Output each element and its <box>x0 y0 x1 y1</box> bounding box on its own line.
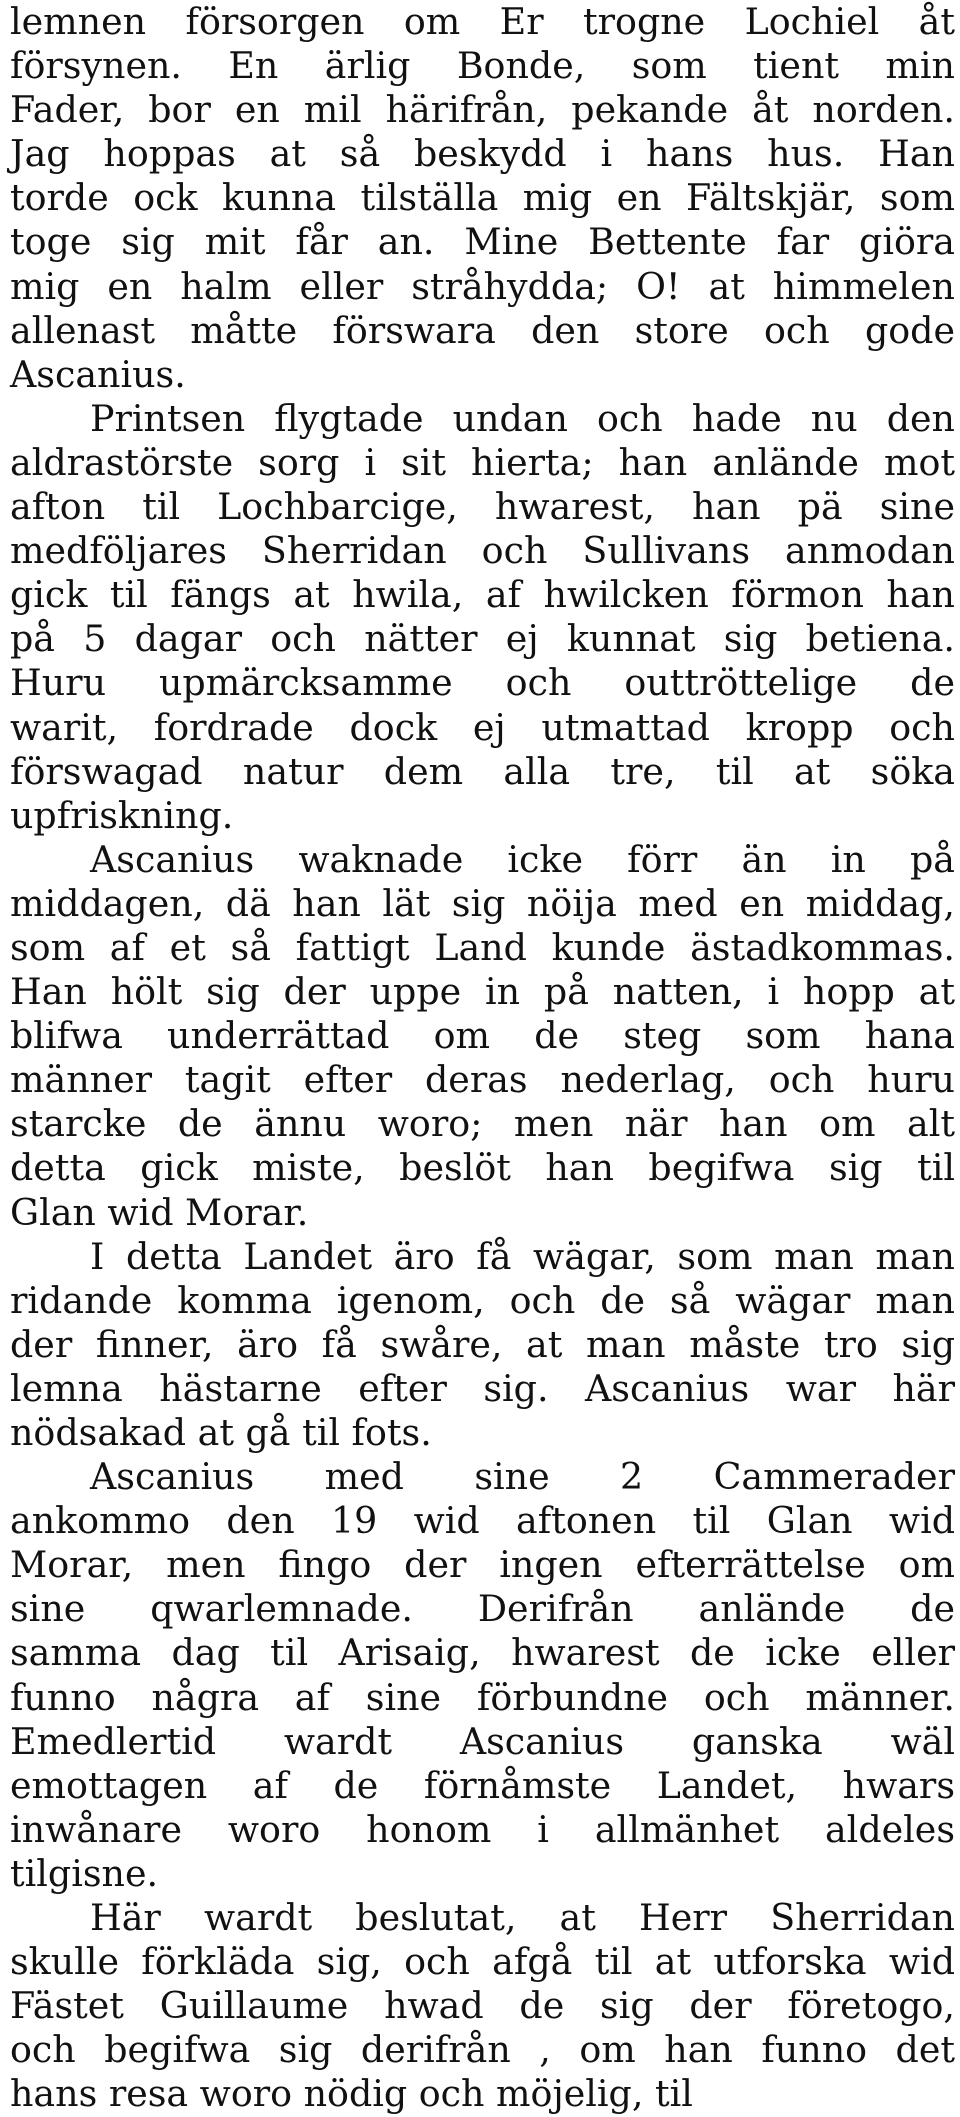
text-line: försynen. En ärlig Bonde, som tient min <box>10 44 955 88</box>
text-line: lemna hästarne efter sig. Ascanius war här <box>10 1366 955 1410</box>
text-line: männer tagit efter deras nederlag, och huru <box>10 1058 955 1102</box>
text-line: middagen, dä han lät sig nöija med en middag, <box>10 881 955 925</box>
paragraph <box>10 1235 955 1455</box>
text-line: Fästet Guillaume hwad de sig der företogo, <box>10 1984 955 2028</box>
text-line: funno några af sine förbundne och männer. <box>10 1675 955 1719</box>
text-line: Glan wid Morar. <box>10 1190 309 1234</box>
text-line: starcke de ännu woro; men när han om alt <box>10 1102 955 1146</box>
text-line: torde ock kunna tilställa mig en Fältskjär, som <box>10 176 955 220</box>
paragraph <box>10 397 955 838</box>
text-line: ankommo den 19 wid aftonen til Glan wid <box>10 1499 955 1543</box>
text-line: Här wardt beslutat, at Herr Sherridan <box>90 1896 955 1940</box>
text-line: emottagen af de förnåmste Landet, hwars <box>10 1763 955 1807</box>
text-line: toge sig mit får an. Mine Bettente far giöra <box>10 220 955 264</box>
text-line: aldrastörste sorg i sit hierta; han anlände mot <box>10 440 955 484</box>
text-line: Ascanius waknade icke förr än in på <box>90 837 955 881</box>
text-line: Morar, men fingo der ingen efterrättelse om <box>10 1543 955 1587</box>
text-line: gick til fängs at hwila, af hwilcken förmon han <box>10 573 955 617</box>
text-line: medföljares Sherridan och Sullivans anmodan <box>10 529 955 573</box>
text-line: och begifwa sig derifrån , om han funno det <box>10 2028 955 2072</box>
text-line: Fader, bor en mil härifrån, pekande åt norden. <box>10 88 955 132</box>
paragraph <box>10 838 955 1235</box>
text-line: Emedlertid wardt Ascanius ganska wäl <box>10 1719 955 1763</box>
text-line: som af et så fattigt Land kunde ästadkommas. <box>10 925 955 969</box>
paragraph <box>10 1896 955 2116</box>
text-line: afton til Lochbarcige, hwarest, han pä sine <box>10 485 955 529</box>
text-line: sine qwarlemnade. Derifrån anlände de <box>10 1587 955 1631</box>
text-line: mig en halm eller stråhydda; O! at himmelen <box>10 264 955 308</box>
text-line: hans resa woro nödig och möjelig, til <box>10 2072 693 2116</box>
text-line: inwånare woro honom i allmänhet aldeles <box>10 1807 955 1851</box>
text-line: skulle förkläda sig, och afgå til at utforska wid <box>10 1940 955 1984</box>
text-line: detta gick miste, beslöt han begifwa sig til <box>10 1146 955 1190</box>
text-line: I detta Landet äro få wägar, som man man <box>90 1234 955 1278</box>
text-line: lemnen försorgen om Er trogne Lochiel åt <box>10 0 955 43</box>
text-line: Printsen flygtade undan och hade nu den <box>90 396 955 440</box>
text-line: der finner, äro få swåre, at man måste tro sig <box>10 1322 955 1366</box>
text-line: Huru upmärcksamme och outtröttelige de <box>10 661 955 705</box>
text-line: blifwa underrättad om de steg som hana <box>10 1014 955 1058</box>
text-line: tilgisne. <box>10 1851 159 1895</box>
text-line: Ascanius. <box>10 352 186 396</box>
text-line: upfriskning. <box>10 793 234 837</box>
paragraph <box>10 1455 955 1896</box>
text-line: allenast måtte förswara den store och gode <box>10 308 955 352</box>
text-line: ridande komma igenom, och de så wägar man <box>10 1278 955 1322</box>
text-line: Ascanius med sine 2 Cammerader <box>90 1455 955 1499</box>
document-page <box>10 0 955 2117</box>
text-line: förswagad natur dem alla tre, til at söka <box>10 749 955 793</box>
text-line: på 5 dagar och nätter ej kunnat sig betiena. <box>10 617 955 661</box>
text-line: samma dag til Arisaig, hwarest de icke eller <box>10 1631 955 1675</box>
document-text <box>10 0 955 2117</box>
text-line: warit, fordrade dock ej utmattad kropp och <box>10 705 955 749</box>
text-line: nödsakad at gå til fots. <box>10 1411 432 1454</box>
text-line: Han hölt sig der uppe in på natten, i hopp at <box>10 970 955 1014</box>
text-line: Jag hoppas at så beskydd i hans hus. Han <box>10 132 955 176</box>
paragraph <box>10 0 955 397</box>
